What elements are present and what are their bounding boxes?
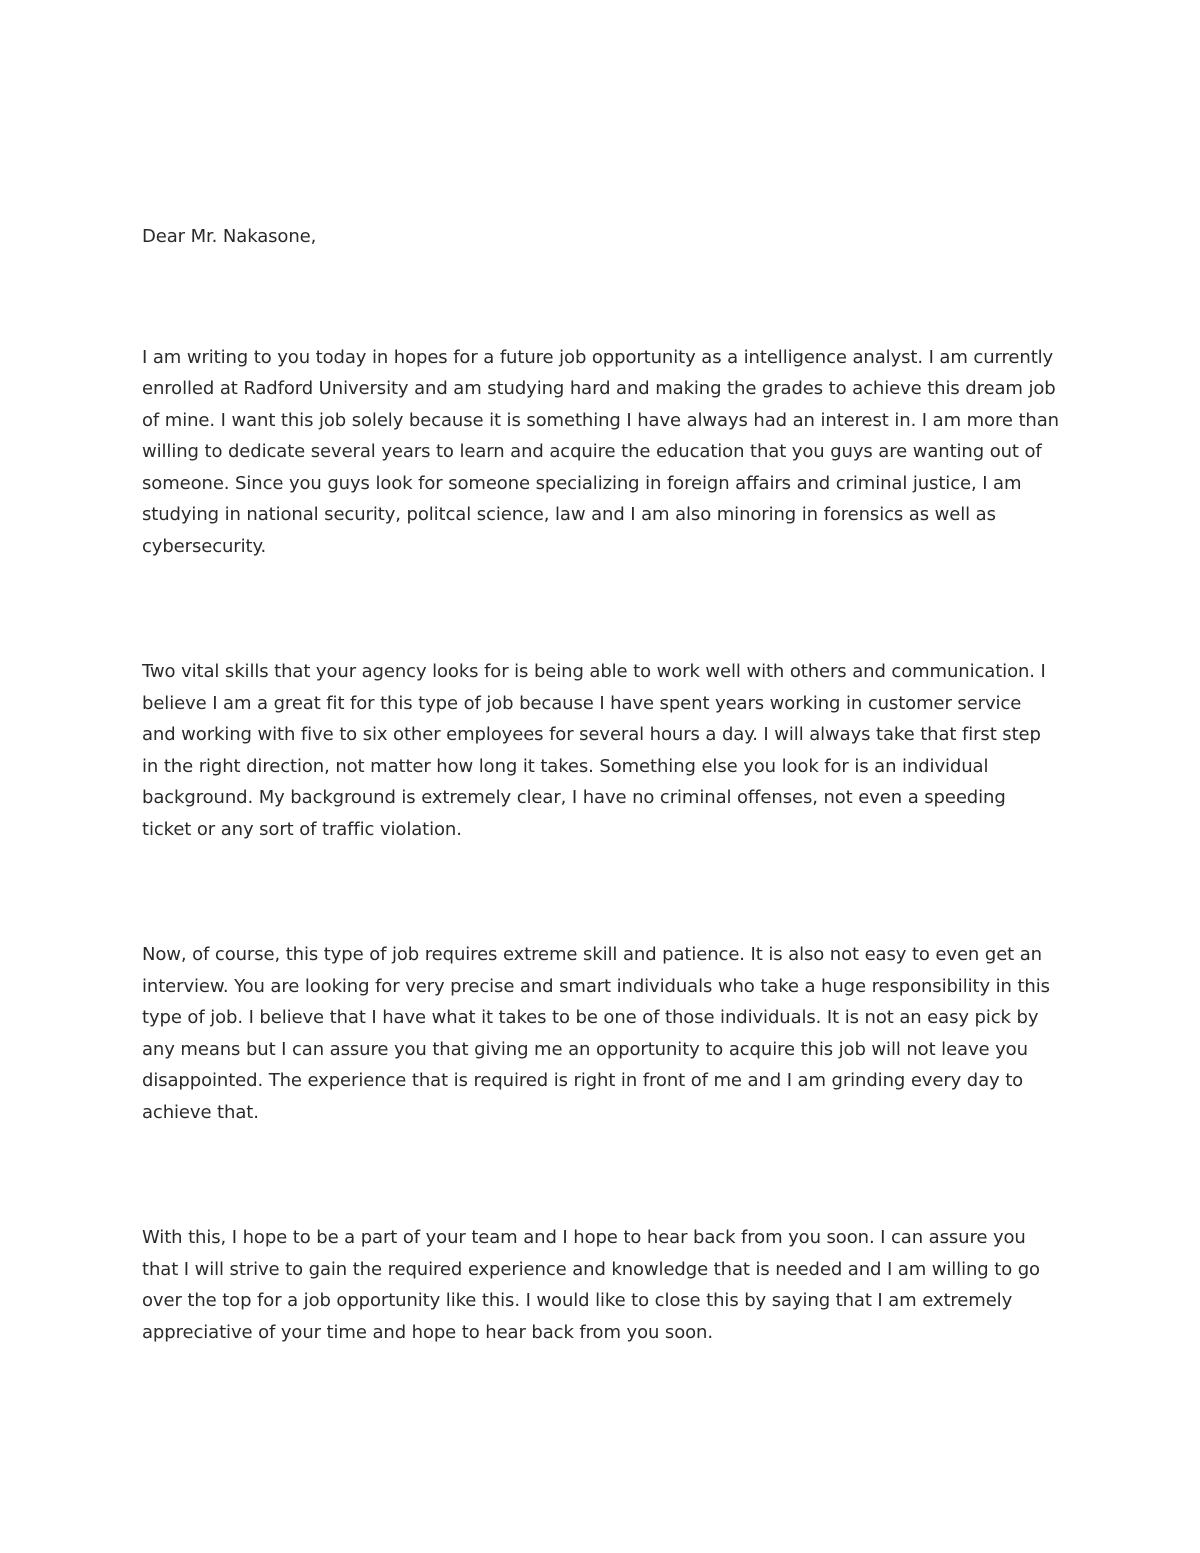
paragraph-spacer — [142, 1128, 1060, 1222]
paragraph-spacer — [142, 562, 1060, 656]
paragraph-intro: I am writing to you today in hopes for a future job opportunity as a intelligence analyst. I am currently enrolled at Radford University and am studying hard and making the grades to achieve this dream job of mine. I want this job solely because it is something I have always had an interest in. I am more than willing to dedicate several years to learn and acquire the education that you guys are wanting out of someone. Since you guys look for someone specializing in foreign affairs and criminal justice, I am studying in national security, politcal science, law and I am also minoring in forensics as well as cybersecurity. — [142, 346, 1059, 557]
paragraph-closing: With this, I hope to be a part of your team and I hope to hear back from you soon. I can assure you that I will strive to gain the required experience and knowledge that is needed and I am willing to go over the top for a job opportunity like this. I would like to close this by saying that I am extremely appreciative of your time and hope to hear back from you soon. — [142, 1227, 1040, 1343]
paragraph-spacer — [142, 253, 1060, 342]
paragraph-skills: Two vital skills that your agency looks for is being able to work well with others and communication. I believe I am a great fit for this type of job because I have spent years working in customer service and working with five to six other employees for several hours a day. I will always take that first step in the right direction, not matter how long it takes. Something else you look for is an individual background. My background is extremely clear, I have no criminal offenses, not even a speeding ticket or any sort of traffic violation. — [142, 661, 1046, 840]
paragraph-qualifications: Now, of course, this type of job requires extreme skill and patience. It is also not easy to even get an interview. You are looking for very precise and smart individuals who take a huge responsibility in this type of job. I believe that I have what it takes to be one of those individuals. It is not an easy pick by any means but I can assure you that giving me an opportunity to acquire this job will not leave you disappointed. The experience that is required is right in front of me and I am grinding every day to achieve that. — [142, 944, 1050, 1123]
paragraph-spacer — [142, 845, 1060, 939]
salutation: Dear Mr. Nakasone, — [142, 226, 317, 247]
letter-body — [142, 221, 1060, 1348]
